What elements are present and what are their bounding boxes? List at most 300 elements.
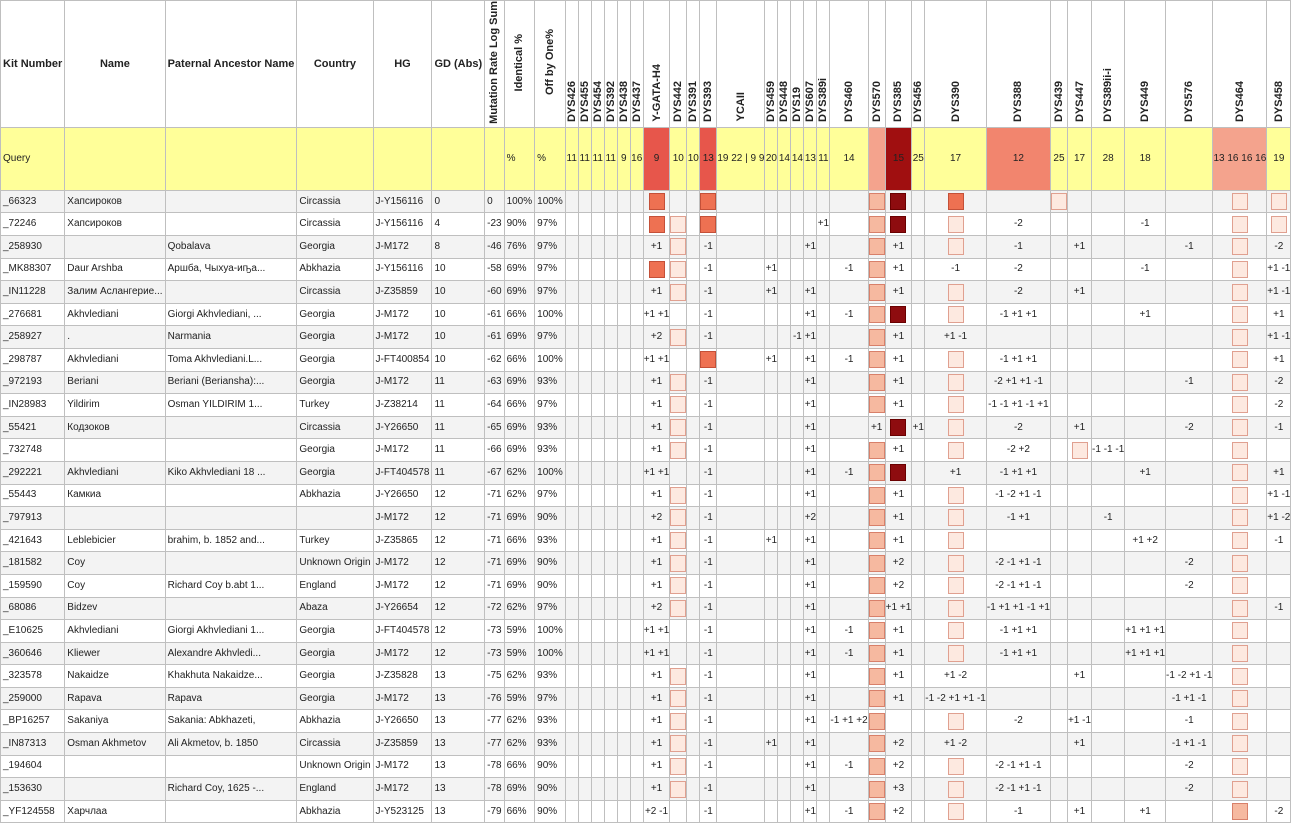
marker-diff-swatch [670, 216, 686, 233]
marker-cell [617, 710, 630, 733]
marker-cell [687, 733, 700, 756]
query-marker-value: 14 [778, 127, 791, 190]
query-marker-value: 12 [986, 127, 1050, 190]
marker-cell [791, 461, 804, 484]
match-row[interactable] [1, 236, 1291, 259]
marker-cell [791, 213, 804, 236]
marker-cell [670, 326, 687, 349]
marker-cell [630, 439, 643, 462]
marker-diff-swatch [649, 193, 665, 210]
match-row[interactable] [1, 552, 1291, 575]
marker-cell [687, 552, 700, 575]
match-row[interactable] [1, 574, 1291, 597]
cell-country: Circassia [297, 733, 373, 756]
marker-diff-swatch [670, 442, 686, 459]
cell-identical: 69% [504, 326, 535, 349]
marker-cell [868, 258, 885, 281]
marker-diff-swatch [869, 442, 885, 459]
match-row[interactable] [1, 687, 1291, 710]
col-marker-dys458[interactable] [1267, 1, 1291, 128]
marker-cell [791, 281, 804, 304]
query-marker-value: 9 [617, 127, 630, 190]
marker-label: DYS389ii-i [1102, 68, 1115, 122]
col-marker-dys455[interactable] [578, 1, 591, 128]
cell-identical: 90% [504, 213, 535, 236]
marker-cell [687, 800, 700, 823]
marker-cell: +1 +2 [1125, 529, 1166, 552]
col-identical-pct[interactable] [504, 1, 535, 128]
col-off-by-one[interactable] [535, 1, 566, 128]
marker-cell [1067, 394, 1091, 417]
cell-country: Circassia [297, 213, 373, 236]
cell-gd: 11 [432, 461, 485, 484]
marker-cell [1125, 710, 1166, 733]
cell-ancestor [165, 507, 297, 530]
col-marker-dys437[interactable] [630, 1, 643, 128]
marker-cell [687, 371, 700, 394]
marker-cell: -1 [830, 620, 868, 643]
marker-diff-swatch [670, 668, 686, 685]
match-row[interactable] [1, 665, 1291, 688]
cell-ancestor: Rapava [165, 687, 297, 710]
marker-cell: +1 [643, 394, 670, 417]
match-row[interactable] [1, 439, 1291, 462]
marker-cell [778, 687, 791, 710]
marker-cell [885, 303, 912, 326]
cell-gd: 13 [432, 710, 485, 733]
marker-diff-swatch [1232, 329, 1248, 346]
marker-diff-swatch [948, 713, 964, 730]
cell-mut: -77 [485, 733, 504, 756]
col-marker-dys448[interactable] [778, 1, 791, 128]
marker-cell [687, 574, 700, 597]
col-marker-dys576[interactable] [1166, 1, 1213, 128]
marker-diff-swatch [1232, 577, 1248, 594]
cell-ancestor: Qobalava [165, 236, 297, 259]
col-marker-dys449[interactable] [1125, 1, 1166, 128]
marker-diff-swatch [948, 509, 964, 526]
marker-cell [1213, 687, 1267, 710]
marker-cell: -2 [986, 416, 1050, 439]
marker-cell [565, 665, 578, 688]
marker-cell [591, 394, 604, 417]
marker-cell: -1 [700, 326, 717, 349]
cell-identical: 76% [504, 236, 535, 259]
marker-cell [1050, 665, 1067, 688]
marker-cell [830, 507, 868, 530]
col-marker-dys570[interactable] [868, 1, 885, 128]
marker-diff-swatch [1271, 216, 1287, 233]
marker-cell [591, 529, 604, 552]
marker-cell: +2 -1 [643, 800, 670, 823]
marker-cell [912, 552, 925, 575]
marker-cell [778, 258, 791, 281]
col-marker-dys385[interactable] [885, 1, 912, 128]
col-country[interactable]: Country [297, 1, 373, 128]
marker-cell [912, 778, 925, 801]
cell-country [297, 507, 373, 530]
marker-cell [717, 687, 765, 710]
marker-cell [912, 213, 925, 236]
col-marker-dys388[interactable] [986, 1, 1050, 128]
marker-cell: -1 [700, 687, 717, 710]
col-marker-dys447[interactable] [1067, 1, 1091, 128]
col-marker-dys426[interactable] [565, 1, 578, 128]
marker-cell [912, 507, 925, 530]
marker-cell [1067, 642, 1091, 665]
marker-cell [868, 236, 885, 259]
cell-ancestor: Kiko Akhvlediani 18 ... [165, 461, 297, 484]
cell-hg: J-FT404578 [373, 461, 432, 484]
cell-identical: 62% [504, 733, 535, 756]
cell-mut: -73 [485, 642, 504, 665]
match-row[interactable] [1, 258, 1291, 281]
marker-cell [830, 733, 868, 756]
cell-gd: 10 [432, 281, 485, 304]
cell-identical: 69% [504, 371, 535, 394]
marker-cell [778, 507, 791, 530]
marker-cell [925, 529, 987, 552]
marker-cell [617, 597, 630, 620]
col-marker-dys392[interactable] [604, 1, 617, 128]
marker-cell [765, 552, 778, 575]
marker-cell [1213, 461, 1267, 484]
col-marker-dys442[interactable] [670, 1, 687, 128]
marker-cell [1166, 529, 1213, 552]
marker-cell [1092, 484, 1125, 507]
marker-cell [604, 687, 617, 710]
col-marker-dys459[interactable] [765, 1, 778, 128]
marker-cell [604, 461, 617, 484]
marker-cell [630, 642, 643, 665]
marker-cell: -1 [1267, 416, 1291, 439]
marker-cell [925, 213, 987, 236]
marker-cell [1213, 529, 1267, 552]
marker-cell: -1 [700, 778, 717, 801]
cell-country: Georgia [297, 348, 373, 371]
marker-cell [1125, 552, 1166, 575]
marker-cell [778, 552, 791, 575]
marker-cell: +1 [804, 687, 817, 710]
col-kit-number[interactable]: Kit Number [1, 1, 65, 128]
cell-mut: -23 [485, 213, 504, 236]
marker-cell: -1 +1 +1 [986, 348, 1050, 371]
marker-cell [717, 529, 765, 552]
cell-ancestor [165, 281, 297, 304]
marker-cell: +1 [643, 484, 670, 507]
cell-offone: 93% [535, 371, 566, 394]
marker-cell [778, 620, 791, 643]
marker-cell [791, 620, 804, 643]
marker-cell [1067, 529, 1091, 552]
marker-diff-swatch [1232, 487, 1248, 504]
col-marker-dys19[interactable] [791, 1, 804, 128]
col-marker-dys454[interactable] [591, 1, 604, 128]
match-row[interactable] [1, 733, 1291, 756]
marker-cell [578, 326, 591, 349]
marker-cell [578, 213, 591, 236]
cell-offone: 100% [535, 348, 566, 371]
marker-cell [717, 416, 765, 439]
cell-kit: _323578 [1, 665, 65, 688]
marker-cell [1267, 439, 1291, 462]
marker-cell [617, 303, 630, 326]
marker-cell [578, 710, 591, 733]
marker-cell [617, 642, 630, 665]
cell-country: Georgia [297, 236, 373, 259]
marker-cell [1067, 461, 1091, 484]
marker-cell: +1 [885, 258, 912, 281]
query-marker-value: 25 [1050, 127, 1067, 190]
marker-cell [1092, 529, 1125, 552]
marker-cell [578, 439, 591, 462]
marker-diff-swatch [948, 645, 964, 662]
cell-mut: -46 [485, 236, 504, 259]
marker-cell [925, 507, 987, 530]
cell-hg: J-Y523125 [373, 800, 432, 823]
col-marker-dys389ii-i[interactable] [1092, 1, 1125, 128]
col-marker-dys464[interactable] [1213, 1, 1267, 128]
marker-diff-swatch [1232, 284, 1248, 301]
col-marker-dys438[interactable] [617, 1, 630, 128]
marker-diff-swatch [1232, 600, 1248, 617]
marker-cell [817, 461, 830, 484]
marker-cell [817, 507, 830, 530]
cell-country: Georgia [297, 371, 373, 394]
match-row[interactable] [1, 800, 1291, 823]
marker-cell [765, 326, 778, 349]
marker-cell [578, 665, 591, 688]
marker-cell [565, 326, 578, 349]
marker-cell [1092, 552, 1125, 575]
cell-identical: 66% [504, 303, 535, 326]
cell-name: Akhvlediani [65, 348, 165, 371]
marker-cell: +1 [1067, 733, 1091, 756]
marker-cell [578, 755, 591, 778]
cell-identical: 100% [504, 190, 535, 213]
marker-diff-swatch [670, 577, 686, 594]
marker-cell: -2 [1267, 800, 1291, 823]
cell-gd: 4 [432, 213, 485, 236]
col-name[interactable]: Name [65, 1, 165, 128]
marker-cell [1213, 236, 1267, 259]
cell-ancestor: Alexandre Akhvledi... [165, 642, 297, 665]
marker-label: DYS437 [630, 80, 643, 122]
col-marker-y-gata-h4[interactable] [643, 1, 670, 128]
marker-cell: -1 -2 +1 -1 [986, 484, 1050, 507]
marker-cell [578, 733, 591, 756]
marker-cell: -1 [700, 552, 717, 575]
cell-gd: 11 [432, 439, 485, 462]
col-marker-dys389i[interactable] [817, 1, 830, 128]
col-marker-dys390[interactable] [925, 1, 987, 128]
marker-cell [1213, 800, 1267, 823]
marker-cell [1092, 755, 1125, 778]
marker-cell [1092, 574, 1125, 597]
marker-cell [1092, 710, 1125, 733]
cell-offone: 93% [535, 665, 566, 688]
marker-diff-swatch [1232, 532, 1248, 549]
col-marker-dys456[interactable] [912, 1, 925, 128]
marker-cell [778, 642, 791, 665]
match-row[interactable] [1, 620, 1291, 643]
marker-cell [1067, 620, 1091, 643]
cell-ancestor [165, 755, 297, 778]
marker-cell [617, 665, 630, 688]
marker-cell [565, 371, 578, 394]
cell-identical: 59% [504, 642, 535, 665]
match-row[interactable] [1, 755, 1291, 778]
cell-mut: -61 [485, 303, 504, 326]
cell-identical: 66% [504, 529, 535, 552]
marker-cell [717, 574, 765, 597]
match-row[interactable] [1, 190, 1291, 213]
marker-cell [925, 394, 987, 417]
marker-cell [670, 394, 687, 417]
col-marker-dys439[interactable] [1050, 1, 1067, 128]
marker-cell: -1 [700, 507, 717, 530]
marker-cell [670, 665, 687, 688]
cell-name: Nakaidze [65, 665, 165, 688]
marker-label: DYS393 [702, 80, 715, 122]
match-row[interactable] [1, 281, 1291, 304]
marker-cell: -1 -1 -1 [1092, 439, 1125, 462]
cell-gd: 11 [432, 394, 485, 417]
cell-name: Akhvlediani [65, 461, 165, 484]
marker-cell [565, 620, 578, 643]
cell-gd: 12 [432, 620, 485, 643]
col-marker-dys391[interactable] [687, 1, 700, 128]
marker-cell [912, 348, 925, 371]
marker-cell [1125, 597, 1166, 620]
col-haplogroup[interactable]: HG [373, 1, 432, 128]
match-row[interactable] [1, 529, 1291, 552]
cell-country: Unknown Origin [297, 755, 373, 778]
query-marker-value: 28 [1092, 127, 1125, 190]
cell-kit: _194604 [1, 755, 65, 778]
marker-cell [791, 439, 804, 462]
match-row[interactable] [1, 461, 1291, 484]
match-row[interactable] [1, 778, 1291, 801]
marker-cell [1050, 258, 1067, 281]
marker-cell: +1 [765, 258, 778, 281]
match-row[interactable] [1, 642, 1291, 665]
cell-mut: -65 [485, 416, 504, 439]
marker-cell [1092, 461, 1125, 484]
marker-cell [986, 687, 1050, 710]
query-marker-value: 16 [630, 127, 643, 190]
cell-country: England [297, 574, 373, 597]
cell-offone: 90% [535, 778, 566, 801]
marker-cell [565, 394, 578, 417]
marker-cell [670, 755, 687, 778]
match-row[interactable] [1, 213, 1291, 236]
marker-cell [591, 213, 604, 236]
col-marker-dys607[interactable] [804, 1, 817, 128]
marker-cell: -1 +1 [986, 507, 1050, 530]
marker-cell [830, 439, 868, 462]
marker-cell [670, 416, 687, 439]
marker-cell [765, 710, 778, 733]
marker-cell: +1 [643, 778, 670, 801]
marker-cell [1067, 371, 1091, 394]
marker-cell: -1 [700, 733, 717, 756]
cell-offone: 97% [535, 597, 566, 620]
cell-kit: _IN28983 [1, 394, 65, 417]
match-row[interactable] [1, 394, 1291, 417]
cell-name: Кодзоков [65, 416, 165, 439]
marker-cell [591, 439, 604, 462]
col-marker-dys460[interactable] [830, 1, 868, 128]
match-row[interactable] [1, 710, 1291, 733]
marker-label: DYS455 [578, 80, 591, 122]
match-row[interactable] [1, 326, 1291, 349]
marker-cell [630, 281, 643, 304]
query-marker-value: 17 [1067, 127, 1091, 190]
col-genetic-distance[interactable]: GD (Abs) [432, 1, 485, 128]
cell-country: Abkhazia [297, 710, 373, 733]
marker-label: DYS576 [1183, 80, 1196, 122]
marker-cell: -1 [830, 642, 868, 665]
match-row[interactable] [1, 348, 1291, 371]
marker-cell [765, 213, 778, 236]
match-row[interactable] [1, 303, 1291, 326]
marker-cell [1125, 190, 1166, 213]
marker-cell [868, 642, 885, 665]
marker-cell [670, 236, 687, 259]
marker-cell [791, 642, 804, 665]
match-row[interactable] [1, 416, 1291, 439]
cell-kit: _276681 [1, 303, 65, 326]
cell-offone: 97% [535, 687, 566, 710]
marker-label: DYS392 [604, 80, 617, 122]
cell-identical: 69% [504, 258, 535, 281]
cell-name: Daur Arshba [65, 258, 165, 281]
cell-hg: J-M172 [373, 371, 432, 394]
cell-identical: 62% [504, 597, 535, 620]
marker-cell [591, 371, 604, 394]
match-row[interactable] [1, 597, 1291, 620]
cell-country [297, 127, 373, 190]
marker-cell [617, 439, 630, 462]
match-row[interactable] [1, 507, 1291, 530]
marker-cell [1050, 733, 1067, 756]
marker-cell [617, 687, 630, 710]
marker-cell [1213, 281, 1267, 304]
marker-diff-swatch [869, 758, 885, 775]
col-paternal-ancestor[interactable]: Paternal Ancestor Name [165, 1, 297, 128]
marker-cell [1050, 236, 1067, 259]
marker-cell [791, 574, 804, 597]
marker-cell [604, 190, 617, 213]
marker-cell [565, 258, 578, 281]
marker-cell: -1 +1 +2 [830, 710, 868, 733]
col-marker-ycaii[interactable] [717, 1, 765, 128]
marker-cell [778, 416, 791, 439]
match-row[interactable] [1, 371, 1291, 394]
marker-cell: +1 +1 [643, 461, 670, 484]
match-row[interactable] [1, 484, 1291, 507]
marker-cell [765, 574, 778, 597]
col-mutation-rate[interactable] [485, 1, 504, 128]
marker-cell [778, 710, 791, 733]
col-marker-dys393[interactable] [700, 1, 717, 128]
cell-identical: 59% [504, 620, 535, 643]
marker-diff-swatch [1232, 803, 1248, 820]
marker-cell [1213, 755, 1267, 778]
cell-offone: % [535, 127, 566, 190]
marker-cell [1050, 190, 1067, 213]
